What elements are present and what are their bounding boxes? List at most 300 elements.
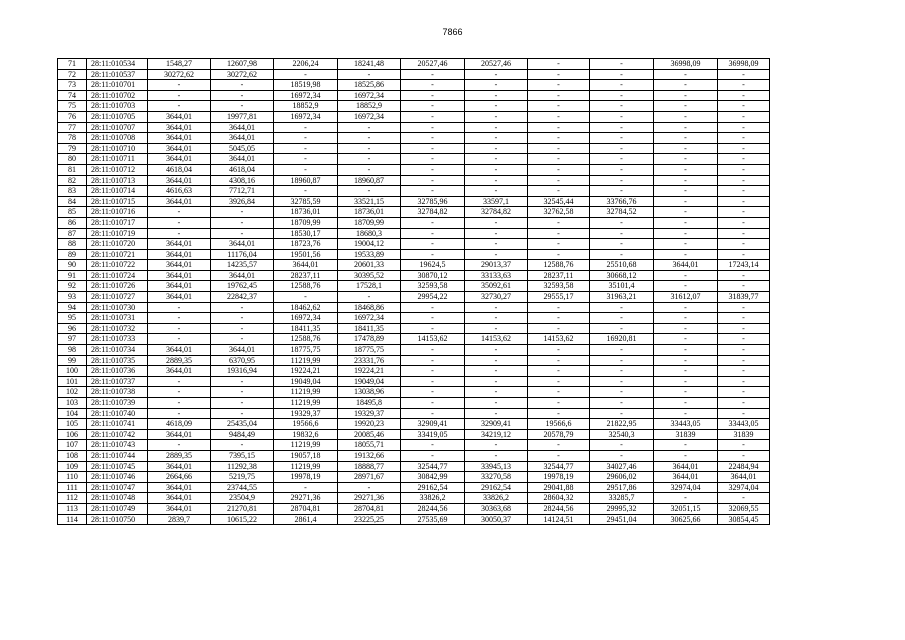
value-cell: -: [465, 122, 528, 133]
value-cell: 3644,01: [148, 239, 211, 250]
value-cell: -: [718, 101, 770, 112]
cadastral-number-cell: 28:11:010736: [87, 366, 148, 377]
row-number-cell: 97: [58, 334, 87, 345]
value-cell: -: [528, 228, 590, 239]
row-number-cell: 90: [58, 260, 87, 271]
value-cell: 16972,34: [338, 90, 401, 101]
value-cell: 19224,21: [338, 366, 401, 377]
value-cell: -: [718, 398, 770, 409]
cadastral-number-cell: 28:11:010733: [87, 334, 148, 345]
value-cell: 17528,1: [338, 281, 401, 292]
value-cell: -: [401, 133, 465, 144]
row-number-cell: 71: [58, 59, 87, 70]
value-cell: 2206,24: [274, 59, 338, 70]
value-cell: 18775,75: [274, 345, 338, 356]
value-cell: -: [528, 154, 590, 165]
value-cell: 33945,13: [465, 461, 528, 472]
value-cell: -: [590, 69, 654, 80]
value-cell: -: [465, 323, 528, 334]
value-cell: -: [338, 154, 401, 165]
value-cell: -: [718, 122, 770, 133]
table-row: [58, 239, 770, 250]
value-cell: -: [654, 313, 718, 324]
value-cell: -: [590, 133, 654, 144]
value-cell: -: [528, 122, 590, 133]
cadastral-number-cell: 28:11:010708: [87, 133, 148, 144]
value-cell: -: [274, 122, 338, 133]
cadastral-number-cell: 28:11:010748: [87, 493, 148, 504]
value-cell: 3644,01: [148, 111, 211, 122]
value-cell: 32069,55: [718, 503, 770, 514]
value-cell: 21270,81: [211, 503, 274, 514]
value-cell: 3644,01: [148, 133, 211, 144]
value-cell: 19762,45: [211, 281, 274, 292]
value-cell: -: [338, 292, 401, 303]
value-cell: -: [401, 228, 465, 239]
value-cell: -: [528, 355, 590, 366]
cadastral-number-cell: 28:11:010747: [87, 482, 148, 493]
value-cell: 14153,62: [401, 334, 465, 345]
value-cell: 3644,01: [148, 429, 211, 440]
value-cell: -: [654, 302, 718, 313]
value-cell: 32544,77: [401, 461, 465, 472]
value-cell: 18775,75: [338, 345, 401, 356]
value-cell: -: [654, 111, 718, 122]
value-cell: 7712,71: [211, 186, 274, 197]
value-cell: -: [718, 270, 770, 281]
value-cell: 20578,79: [528, 429, 590, 440]
value-cell: 16920,81: [590, 334, 654, 345]
value-cell: -: [654, 143, 718, 154]
value-cell: 5219,75: [211, 472, 274, 483]
row-number-cell: 96: [58, 323, 87, 334]
value-cell: -: [148, 398, 211, 409]
value-cell: 33766,76: [590, 196, 654, 207]
row-number-cell: 87: [58, 228, 87, 239]
value-cell: -: [465, 440, 528, 451]
value-cell: 3644,01: [148, 493, 211, 504]
value-cell: -: [718, 239, 770, 250]
value-cell: -: [148, 323, 211, 334]
value-cell: -: [148, 207, 211, 218]
value-cell: 25435,04: [211, 419, 274, 430]
row-number-cell: 81: [58, 164, 87, 175]
value-cell: -: [211, 440, 274, 451]
value-cell: -: [211, 398, 274, 409]
value-cell: 33133,63: [465, 270, 528, 281]
value-cell: 18411,35: [338, 323, 401, 334]
value-cell: -: [338, 482, 401, 493]
row-number-cell: 108: [58, 450, 87, 461]
value-cell: -: [274, 69, 338, 80]
cadastral-number-cell: 28:11:010746: [87, 472, 148, 483]
cadastral-number-cell: 28:11:010534: [87, 59, 148, 70]
value-cell: 19501,56: [274, 249, 338, 260]
value-cell: -: [654, 270, 718, 281]
value-cell: 32540,3: [590, 429, 654, 440]
value-cell: 29517,86: [590, 482, 654, 493]
value-cell: -: [718, 408, 770, 419]
table-row: [58, 90, 770, 101]
value-cell: -: [528, 186, 590, 197]
value-cell: -: [718, 345, 770, 356]
table-row: [58, 101, 770, 112]
value-cell: 31963,21: [590, 292, 654, 303]
value-cell: -: [590, 122, 654, 133]
value-cell: -: [274, 143, 338, 154]
row-number-cell: 105: [58, 419, 87, 430]
row-number-cell: 93: [58, 292, 87, 303]
row-number-cell: 79: [58, 143, 87, 154]
value-cell: -: [148, 80, 211, 91]
value-cell: -: [211, 302, 274, 313]
value-cell: 32593,58: [528, 281, 590, 292]
value-cell: 10615,22: [211, 514, 274, 525]
value-cell: -: [718, 249, 770, 260]
table-row: [58, 323, 770, 334]
value-cell: -: [528, 249, 590, 260]
value-cell: 1548,27: [148, 59, 211, 70]
value-cell: 3644,01: [148, 270, 211, 281]
row-number-cell: 113: [58, 503, 87, 514]
value-cell: -: [718, 69, 770, 80]
value-cell: -: [148, 90, 211, 101]
value-cell: 30272,62: [148, 69, 211, 80]
value-cell: 29041,88: [528, 482, 590, 493]
value-cell: 20527,46: [401, 59, 465, 70]
value-cell: 33285,7: [590, 493, 654, 504]
value-cell: 29555,17: [528, 292, 590, 303]
value-cell: -: [274, 164, 338, 175]
table-row: [58, 366, 770, 377]
row-number-cell: 86: [58, 217, 87, 228]
value-cell: 29162,54: [401, 482, 465, 493]
value-cell: 32784,82: [465, 207, 528, 218]
value-cell: 7395,15: [211, 450, 274, 461]
value-cell: -: [528, 345, 590, 356]
value-cell: 19624,5: [401, 260, 465, 271]
value-cell: 32785,59: [274, 196, 338, 207]
value-cell: -: [654, 228, 718, 239]
value-cell: 9484,49: [211, 429, 274, 440]
row-number-cell: 110: [58, 472, 87, 483]
value-cell: -: [528, 217, 590, 228]
value-cell: -: [465, 302, 528, 313]
value-cell: -: [654, 249, 718, 260]
value-cell: -: [654, 217, 718, 228]
value-cell: -: [148, 228, 211, 239]
value-cell: 28704,81: [338, 503, 401, 514]
value-cell: 18411,35: [274, 323, 338, 334]
value-cell: -: [528, 69, 590, 80]
value-cell: -: [590, 239, 654, 250]
value-cell: 18888,77: [338, 461, 401, 472]
value-cell: -: [465, 355, 528, 366]
value-cell: 18852,9: [338, 101, 401, 112]
value-cell: -: [211, 217, 274, 228]
value-cell: 14124,51: [528, 514, 590, 525]
table-row: [58, 122, 770, 133]
value-cell: -: [148, 440, 211, 451]
table-row: [58, 440, 770, 451]
value-cell: 33270,58: [465, 472, 528, 483]
value-cell: 4618,04: [211, 164, 274, 175]
value-cell: -: [528, 376, 590, 387]
value-cell: 18468,86: [338, 302, 401, 313]
cadastral-number-cell: 28:11:010715: [87, 196, 148, 207]
value-cell: 29162,54: [465, 482, 528, 493]
value-cell: -: [590, 323, 654, 334]
value-cell: 18241,48: [338, 59, 401, 70]
value-cell: 28237,11: [528, 270, 590, 281]
cadastral-number-cell: 28:11:010737: [87, 376, 148, 387]
value-cell: 30842,99: [401, 472, 465, 483]
value-cell: 34219,12: [465, 429, 528, 440]
value-cell: 3926,84: [211, 196, 274, 207]
value-cell: -: [528, 80, 590, 91]
value-cell: -: [465, 345, 528, 356]
value-cell: -: [211, 323, 274, 334]
value-cell: 14153,62: [528, 334, 590, 345]
table-row: [58, 450, 770, 461]
table-row: [58, 154, 770, 165]
value-cell: 29271,36: [274, 493, 338, 504]
value-cell: -: [465, 366, 528, 377]
table-row: [58, 514, 770, 525]
value-cell: -: [654, 366, 718, 377]
value-cell: -: [590, 228, 654, 239]
value-cell: -: [528, 111, 590, 122]
value-cell: -: [401, 345, 465, 356]
value-cell: 5045,05: [211, 143, 274, 154]
value-cell: -: [528, 387, 590, 398]
table-row: [58, 260, 770, 271]
table-row: [58, 503, 770, 514]
value-cell: 3644,01: [148, 143, 211, 154]
value-cell: -: [465, 164, 528, 175]
value-cell: 32909,41: [401, 419, 465, 430]
value-cell: 2839,7: [148, 514, 211, 525]
value-cell: 11219,99: [274, 355, 338, 366]
value-cell: -: [718, 323, 770, 334]
value-cell: 12607,98: [211, 59, 274, 70]
table-row: [58, 69, 770, 80]
row-number-cell: 112: [58, 493, 87, 504]
value-cell: 18519,98: [274, 80, 338, 91]
value-cell: 31839: [654, 429, 718, 440]
cadastral-number-cell: 28:11:010717: [87, 217, 148, 228]
value-cell: 19049,04: [338, 376, 401, 387]
value-cell: -: [654, 398, 718, 409]
value-cell: 28704,81: [274, 503, 338, 514]
value-cell: -: [465, 175, 528, 186]
value-cell: -: [590, 398, 654, 409]
value-cell: -: [718, 228, 770, 239]
cadastral-number-cell: 28:11:010731: [87, 313, 148, 324]
value-cell: -: [718, 281, 770, 292]
value-cell: -: [590, 302, 654, 313]
value-cell: 3644,01: [718, 472, 770, 483]
table-row: [58, 217, 770, 228]
value-cell: -: [401, 80, 465, 91]
value-cell: -: [465, 239, 528, 250]
row-number-cell: 98: [58, 345, 87, 356]
value-cell: -: [718, 450, 770, 461]
table-row: [58, 281, 770, 292]
value-cell: -: [148, 101, 211, 112]
value-cell: 28971,67: [338, 472, 401, 483]
value-cell: 13038,96: [338, 387, 401, 398]
value-cell: 3644,01: [274, 260, 338, 271]
cadastral-number-cell: 28:11:010727: [87, 292, 148, 303]
value-cell: -: [401, 101, 465, 112]
cadastral-number-cell: 28:11:010735: [87, 355, 148, 366]
value-cell: 32785,96: [401, 196, 465, 207]
value-cell: -: [401, 217, 465, 228]
value-cell: -: [718, 90, 770, 101]
value-cell: -: [654, 133, 718, 144]
value-cell: 28237,11: [274, 270, 338, 281]
cadastral-number-cell: 28:11:010722: [87, 260, 148, 271]
value-cell: -: [401, 450, 465, 461]
value-cell: 3644,01: [148, 366, 211, 377]
value-cell: -: [718, 376, 770, 387]
value-cell: -: [718, 164, 770, 175]
value-cell: -: [590, 59, 654, 70]
row-number-cell: 84: [58, 196, 87, 207]
value-cell: 19533,89: [338, 249, 401, 260]
value-cell: -: [654, 175, 718, 186]
value-cell: 17243,14: [718, 260, 770, 271]
value-cell: 30395,52: [338, 270, 401, 281]
value-cell: 12588,76: [528, 260, 590, 271]
value-cell: -: [528, 366, 590, 377]
cadastral-number-cell: 28:11:010705: [87, 111, 148, 122]
value-cell: -: [528, 59, 590, 70]
value-cell: 23331,76: [338, 355, 401, 366]
cadastral-number-cell: 28:11:010720: [87, 239, 148, 250]
value-cell: 28244,56: [528, 503, 590, 514]
value-cell: 32974,04: [718, 482, 770, 493]
value-cell: 3644,01: [211, 270, 274, 281]
value-cell: -: [465, 133, 528, 144]
table-row: [58, 493, 770, 504]
value-cell: 32593,58: [401, 281, 465, 292]
value-cell: 19978,19: [528, 472, 590, 483]
value-cell: -: [718, 196, 770, 207]
cadastral-number-cell: 28:11:010734: [87, 345, 148, 356]
value-cell: 32544,77: [528, 461, 590, 472]
value-cell: -: [465, 143, 528, 154]
value-cell: 3644,01: [148, 345, 211, 356]
table-row: [58, 80, 770, 91]
cadastral-number-cell: 28:11:010738: [87, 387, 148, 398]
table-row: [58, 196, 770, 207]
value-cell: -: [401, 398, 465, 409]
row-number-cell: 102: [58, 387, 87, 398]
value-cell: -: [338, 133, 401, 144]
value-cell: 18709,99: [338, 217, 401, 228]
value-cell: 18495,8: [338, 398, 401, 409]
value-cell: -: [338, 143, 401, 154]
cadastral-number-cell: 28:11:010712: [87, 164, 148, 175]
value-cell: -: [338, 122, 401, 133]
cadastral-number-cell: 28:11:010713: [87, 175, 148, 186]
value-cell: -: [590, 143, 654, 154]
page-number: 7866: [442, 27, 463, 37]
table-row: [58, 398, 770, 409]
value-cell: -: [465, 387, 528, 398]
value-cell: 11219,99: [274, 461, 338, 472]
value-cell: -: [654, 69, 718, 80]
value-cell: -: [718, 175, 770, 186]
row-number-cell: 95: [58, 313, 87, 324]
value-cell: 18736,01: [274, 207, 338, 218]
value-cell: 18530,17: [274, 228, 338, 239]
value-cell: 22484,94: [718, 461, 770, 472]
cadastral-number-cell: 28:11:010749: [87, 503, 148, 514]
value-cell: -: [274, 133, 338, 144]
value-cell: -: [338, 186, 401, 197]
value-cell: -: [654, 387, 718, 398]
row-number-cell: 80: [58, 154, 87, 165]
value-cell: -: [718, 302, 770, 313]
row-number-cell: 88: [58, 239, 87, 250]
value-cell: -: [528, 239, 590, 250]
cadastral-number-cell: 28:11:010711: [87, 154, 148, 165]
value-cell: 33443,05: [654, 419, 718, 430]
value-cell: 3644,01: [148, 482, 211, 493]
value-cell: 31839: [718, 429, 770, 440]
value-cell: 19920,23: [338, 419, 401, 430]
value-cell: -: [211, 334, 274, 345]
value-cell: -: [590, 355, 654, 366]
value-cell: -: [274, 482, 338, 493]
value-cell: 33826,2: [401, 493, 465, 504]
value-cell: -: [718, 217, 770, 228]
table-row: [58, 302, 770, 313]
value-cell: 30625,66: [654, 514, 718, 525]
value-cell: 16972,34: [274, 90, 338, 101]
value-cell: 18852,9: [274, 101, 338, 112]
value-cell: 30272,62: [211, 69, 274, 80]
value-cell: -: [590, 408, 654, 419]
value-cell: -: [654, 122, 718, 133]
table-row: [58, 461, 770, 472]
value-cell: -: [590, 186, 654, 197]
value-cell: 3644,01: [211, 239, 274, 250]
value-cell: -: [465, 154, 528, 165]
value-cell: 19329,37: [274, 408, 338, 419]
value-cell: -: [401, 249, 465, 260]
value-cell: -: [654, 334, 718, 345]
value-cell: -: [590, 450, 654, 461]
value-cell: -: [718, 207, 770, 218]
value-cell: 19978,19: [274, 472, 338, 483]
value-cell: 18055,71: [338, 440, 401, 451]
value-cell: 3644,01: [654, 472, 718, 483]
value-cell: -: [528, 133, 590, 144]
value-cell: 4308,16: [211, 175, 274, 186]
value-cell: -: [465, 90, 528, 101]
value-cell: -: [528, 164, 590, 175]
row-number-cell: 85: [58, 207, 87, 218]
value-cell: -: [718, 186, 770, 197]
value-cell: -: [401, 323, 465, 334]
row-number-cell: 111: [58, 482, 87, 493]
table-row: [58, 111, 770, 122]
value-cell: 32730,27: [465, 292, 528, 303]
